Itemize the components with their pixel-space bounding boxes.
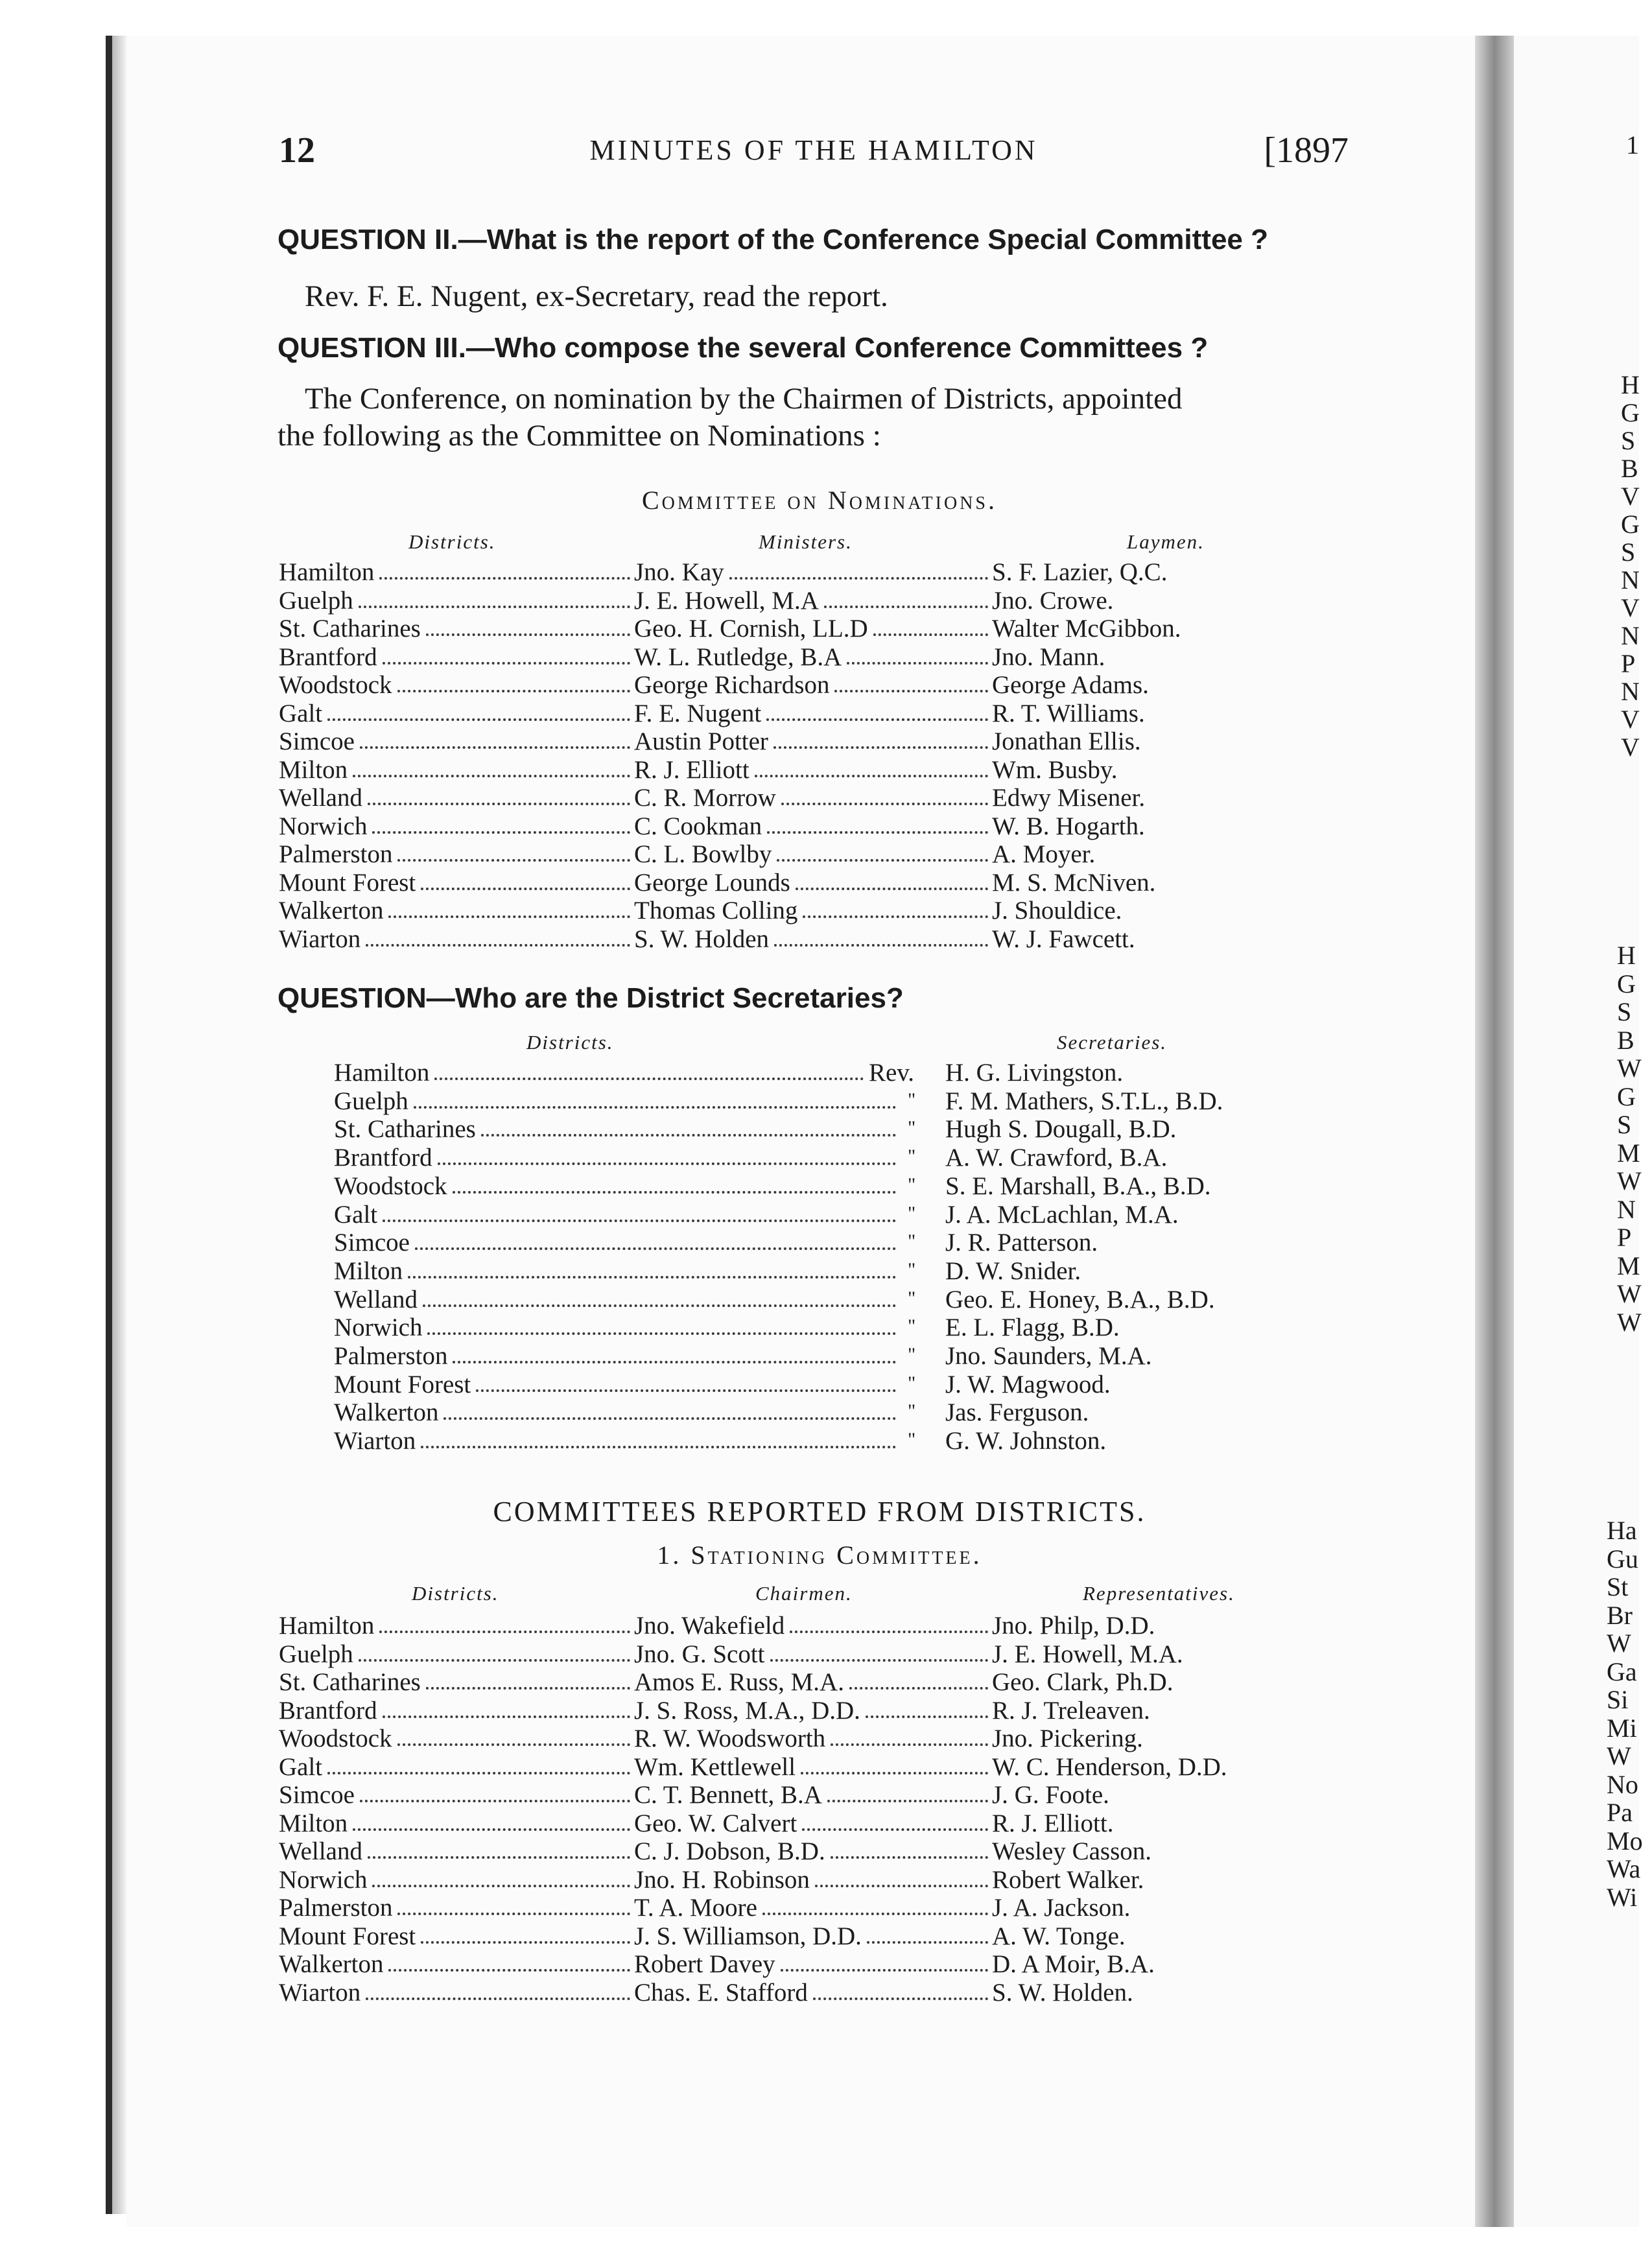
district-name: Wiarton bbox=[279, 1978, 361, 2007]
dot-leader bbox=[849, 1661, 988, 1690]
dot-leader bbox=[421, 862, 630, 890]
district-name: Walkerton bbox=[279, 897, 384, 925]
facing-page-text-fragment: M bbox=[1617, 1251, 1640, 1280]
dot-leader bbox=[831, 1830, 988, 1859]
col-header-laymen: Laymen. bbox=[1127, 530, 1205, 553]
dot-leader bbox=[796, 862, 988, 890]
person-name-col-2: Thomas Colling bbox=[634, 897, 798, 925]
dot-leader bbox=[397, 1717, 630, 1746]
person-name-col-3: J. A. Jackson. bbox=[992, 1894, 1131, 1922]
person-name-col-3: Walter McGibbon. bbox=[992, 615, 1181, 642]
question-3-paragraph-line-1: The Conference, on nomination by the Chairmen of Districts, appointed bbox=[305, 382, 1183, 416]
question-2-heading: QUESTION II.—What is the report of the Conference Special Committee ? bbox=[277, 224, 1268, 255]
col-header-representatives: Representatives. bbox=[1083, 1582, 1235, 1605]
stationing-row bbox=[0, 1668, 1639, 1696]
district-name: Norwich bbox=[279, 1865, 368, 1894]
district-name: Mount Forest bbox=[279, 1922, 416, 1950]
stationing-row bbox=[0, 1696, 1639, 1725]
facing-page-text-fragment: Pa bbox=[1607, 1798, 1633, 1827]
secretary-name: F. M. Mathers, S.T.L., B.D. bbox=[945, 1087, 1223, 1115]
facing-page-text-fragment: S bbox=[1617, 1110, 1632, 1139]
dot-leader bbox=[824, 580, 988, 608]
secretaries-heading: QUESTION—Who are the District Secretaries? bbox=[277, 982, 904, 1014]
person-name-col-3: M. S. McNiven. bbox=[992, 868, 1156, 897]
col-header-districts: Districts. bbox=[412, 1582, 499, 1605]
running-year: [1897 bbox=[1264, 130, 1349, 171]
facing-page-text-fragment: G bbox=[1621, 398, 1640, 427]
person-name-col-2: J. E. Howell, M.A bbox=[634, 586, 819, 615]
dot-leader bbox=[777, 833, 988, 862]
stationing-row bbox=[0, 1752, 1639, 1781]
dot-leader bbox=[427, 1306, 896, 1335]
secretary-name: S. E. Marshall, B.A., B.D. bbox=[945, 1172, 1211, 1200]
district-name: Guelph bbox=[279, 1640, 353, 1668]
facing-page-text-fragment: Si bbox=[1607, 1685, 1629, 1714]
person-name-col-2: C. L. Bowlby bbox=[634, 840, 772, 868]
nomination-row bbox=[0, 642, 1639, 671]
facing-page-text-fragment: Ga bbox=[1607, 1656, 1637, 1686]
district-name: Hamilton bbox=[279, 1612, 375, 1640]
district-name: St. Catharines bbox=[334, 1115, 476, 1144]
person-name-col-2: S. W. Holden bbox=[634, 925, 770, 953]
facing-page-text-fragment: N bbox=[1621, 565, 1640, 595]
district-name: Hamilton bbox=[279, 558, 375, 586]
nomination-row bbox=[0, 558, 1639, 586]
secretary-name: H. G. Livingston. bbox=[945, 1059, 1124, 1087]
question-2-answer: Rev. F. E. Nugent, ex-Secretary, read the report. bbox=[305, 279, 888, 313]
facing-page-text-fragment: S bbox=[1621, 426, 1636, 455]
person-name-col-2: R. W. Woodsworth bbox=[634, 1725, 826, 1752]
secretary-name: A. W. Crawford, B.A. bbox=[945, 1144, 1168, 1172]
district-name: St. Catharines bbox=[279, 615, 421, 642]
secretary-name: J. W. Magwood. bbox=[945, 1370, 1111, 1398]
facing-page-text-fragment: Ha bbox=[1607, 1516, 1637, 1545]
district-name: Walkerton bbox=[279, 1950, 384, 1978]
district-name: Welland bbox=[279, 1837, 362, 1865]
dot-leader bbox=[773, 720, 988, 749]
district-name: Simcoe bbox=[334, 1229, 410, 1257]
person-name-col-2: C. J. Dobson, B.D. bbox=[634, 1837, 825, 1865]
ditto-mark: " bbox=[908, 1231, 916, 1253]
dot-leader bbox=[388, 890, 630, 918]
facing-page-text-fragment: Wi bbox=[1607, 1882, 1638, 1912]
district-name: Galt bbox=[279, 699, 323, 727]
person-name-col-3: W. C. Henderson, D.D. bbox=[992, 1752, 1227, 1781]
col-header-districts: Districts. bbox=[408, 530, 496, 553]
facing-page-text-fragment: Br bbox=[1607, 1600, 1633, 1630]
facing-page-text-fragment: G bbox=[1621, 510, 1640, 539]
secretary-name: J. A. McLachlan, M.A. bbox=[945, 1200, 1179, 1229]
district-name: Welland bbox=[334, 1285, 418, 1314]
person-name-col-3: Geo. Clark, Ph.D. bbox=[992, 1668, 1174, 1696]
dot-leader bbox=[368, 1830, 630, 1859]
dot-leader bbox=[847, 636, 988, 665]
dot-leader bbox=[415, 1221, 896, 1250]
dot-leader bbox=[426, 1661, 630, 1690]
person-name-col-3: Robert Walker. bbox=[992, 1865, 1144, 1894]
person-name-col-2: Jno. G. Scott bbox=[634, 1640, 765, 1668]
dot-leader bbox=[359, 1633, 630, 1662]
person-name-col-3: George Adams. bbox=[992, 671, 1149, 699]
person-name-col-3: Jno. Mann. bbox=[992, 642, 1105, 671]
ditto-mark: " bbox=[908, 1287, 916, 1309]
facing-page-text-fragment: V bbox=[1621, 705, 1640, 734]
person-name-col-3: Edwy Misener. bbox=[992, 784, 1146, 812]
person-name-col-2: W. L. Rutledge, B.A bbox=[634, 642, 842, 671]
dot-leader bbox=[421, 1915, 630, 1944]
facing-page-text-fragment: P bbox=[1617, 1223, 1632, 1252]
person-name-col-2: Wm. Kettlewell bbox=[634, 1752, 796, 1781]
dot-leader bbox=[379, 1605, 630, 1633]
secretary-row bbox=[0, 1426, 1639, 1455]
person-name-col-2: C. R. Morrow bbox=[634, 784, 776, 812]
facing-page-text-fragment: G bbox=[1617, 969, 1636, 998]
dot-leader bbox=[438, 1137, 896, 1165]
person-name-col-2: Jno. Kay bbox=[634, 558, 724, 586]
person-name-col-3: S. F. Lazier, Q.C. bbox=[992, 558, 1168, 586]
stationing-committee-caption: 1. Stationing Committee. bbox=[657, 1540, 982, 1570]
page-number: 12 bbox=[279, 130, 315, 171]
person-name-col-3: S. W. Holden. bbox=[992, 1978, 1133, 2007]
dot-leader bbox=[755, 749, 988, 777]
person-name-col-2: J. S. Ross, M.A., D.D. bbox=[634, 1696, 860, 1725]
secretary-name: Geo. E. Honey, B.A., B.D. bbox=[945, 1285, 1215, 1314]
ditto-mark: " bbox=[908, 1315, 916, 1338]
facing-page-text-fragment: G bbox=[1617, 1081, 1636, 1111]
person-name-col-2: George Lounds bbox=[634, 868, 790, 897]
ditto-mark: " bbox=[908, 1258, 916, 1280]
dot-leader bbox=[453, 1165, 896, 1194]
stationing-row bbox=[0, 1809, 1639, 1837]
person-name-col-3: J. G. Foote. bbox=[992, 1781, 1109, 1809]
ditto-mark: " bbox=[908, 1429, 916, 1451]
person-name-col-3: J. E. Howell, M.A. bbox=[992, 1640, 1183, 1668]
nominations-caption: Committee on Nominations. bbox=[642, 486, 997, 515]
facing-page-text-fragment: V bbox=[1621, 593, 1640, 622]
facing-page-text-fragment: W bbox=[1617, 1307, 1642, 1337]
facing-page-text-fragment: W bbox=[1617, 1166, 1642, 1196]
dot-leader bbox=[834, 664, 988, 692]
person-name-col-3: R. J. Treleaven. bbox=[992, 1696, 1150, 1725]
dot-leader bbox=[426, 607, 630, 636]
col-header-chairmen: Chairmen. bbox=[755, 1582, 853, 1605]
district-name: Norwich bbox=[279, 812, 368, 840]
dot-leader bbox=[770, 1633, 988, 1662]
district-name: Wiarton bbox=[334, 1427, 416, 1455]
secretary-name: D. W. Snider. bbox=[945, 1256, 1081, 1285]
facing-page-text-fragment: M bbox=[1617, 1138, 1640, 1168]
nomination-row bbox=[0, 586, 1639, 615]
facing-page-text-fragment: V bbox=[1621, 733, 1640, 762]
stationing-row bbox=[0, 1893, 1639, 1922]
district-name: Norwich bbox=[334, 1314, 423, 1342]
district-name: Milton bbox=[334, 1256, 403, 1285]
district-name: Galt bbox=[334, 1200, 378, 1229]
secretary-name: J. R. Patterson. bbox=[945, 1229, 1098, 1257]
district-name: Wiarton bbox=[279, 925, 361, 953]
dot-leader bbox=[802, 1802, 988, 1831]
dot-leader bbox=[408, 1250, 896, 1279]
district-name: Mount Forest bbox=[334, 1370, 471, 1398]
dot-leader bbox=[803, 890, 988, 918]
title-prefix: Rev. bbox=[869, 1059, 915, 1087]
districts-reported-heading: COMMITTEES REPORTED FROM DISTRICTS. bbox=[493, 1496, 1146, 1527]
dot-leader bbox=[729, 551, 988, 580]
secretary-name: Jas. Ferguson. bbox=[945, 1398, 1089, 1427]
district-name: Milton bbox=[279, 755, 348, 784]
dot-leader bbox=[397, 1887, 630, 1915]
col-header-districts: Districts. bbox=[526, 1031, 614, 1054]
dot-leader bbox=[443, 1391, 896, 1420]
dot-leader bbox=[781, 1943, 988, 1972]
secretary-name: G. W. Johnston. bbox=[945, 1427, 1107, 1455]
person-name-col-2: Geo. W. Calvert bbox=[634, 1809, 797, 1837]
dot-leader bbox=[866, 1690, 988, 1718]
dot-leader bbox=[827, 1774, 988, 1802]
facing-page-text-fragment: W bbox=[1607, 1741, 1631, 1771]
district-name: Mount Forest bbox=[279, 868, 416, 897]
stationing-row bbox=[0, 1978, 1639, 2007]
district-name: Brantford bbox=[279, 642, 377, 671]
secretary-name: E. L. Flagg, B.D. bbox=[945, 1314, 1120, 1342]
person-name-col-2: Austin Potter bbox=[634, 727, 768, 755]
person-name-col-2: Chas. E. Stafford bbox=[634, 1978, 808, 2007]
running-head bbox=[279, 130, 1349, 175]
person-name-col-2: George Richardson bbox=[634, 671, 830, 699]
district-name: St. Catharines bbox=[279, 1668, 421, 1696]
person-name-col-2: Jno. Wakefield bbox=[634, 1612, 785, 1640]
person-name-col-3: J. Shouldice. bbox=[992, 897, 1122, 925]
person-name-col-3: W. J. Fawcett. bbox=[992, 925, 1135, 953]
dot-leader bbox=[359, 580, 630, 608]
district-name: Welland bbox=[279, 784, 362, 812]
facing-page-text-fragment: St bbox=[1607, 1572, 1629, 1601]
person-name-col-3: Jonathan Ellis. bbox=[992, 727, 1141, 755]
facing-page-text-fragment: Wa bbox=[1607, 1854, 1641, 1883]
facing-page-text-fragment: H bbox=[1617, 941, 1636, 970]
person-name-col-3: A. Moyer. bbox=[992, 840, 1096, 868]
person-name-col-2: J. S. Williamson, D.D. bbox=[634, 1922, 862, 1950]
dot-leader bbox=[327, 1746, 630, 1774]
facing-page-text-fragment: B bbox=[1617, 1025, 1634, 1055]
dot-leader bbox=[762, 1887, 988, 1915]
district-name: Milton bbox=[279, 1809, 348, 1837]
facing-page-text-fragment: S bbox=[1617, 997, 1632, 1026]
dot-leader bbox=[774, 918, 988, 947]
dot-leader bbox=[767, 805, 988, 834]
person-name-col-2: Jno. H. Robinson bbox=[634, 1865, 810, 1894]
dot-leader bbox=[414, 1080, 896, 1109]
ditto-mark: " bbox=[908, 1372, 916, 1394]
facing-page-text-fragment: Gu bbox=[1607, 1544, 1638, 1573]
ditto-mark: " bbox=[908, 1089, 916, 1111]
nomination-row bbox=[0, 614, 1639, 642]
ditto-mark: " bbox=[908, 1117, 916, 1139]
dot-leader bbox=[476, 1363, 896, 1392]
facing-page-text-fragment: V bbox=[1621, 482, 1640, 511]
facing-page-text-fragment: S bbox=[1621, 537, 1636, 567]
dot-leader bbox=[481, 1108, 896, 1137]
person-name-col-2: Robert Davey bbox=[634, 1950, 775, 1978]
facing-page-text-fragment: No bbox=[1607, 1769, 1638, 1799]
facing-page-text-fragment: Mo bbox=[1607, 1826, 1643, 1856]
ditto-mark: " bbox=[908, 1400, 916, 1422]
person-name-col-2: R. J. Elliott bbox=[634, 755, 749, 784]
facing-page-text-fragment: B bbox=[1621, 454, 1638, 483]
ditto-mark: " bbox=[908, 1173, 916, 1196]
person-name-col-3: Jno. Crowe. bbox=[992, 586, 1114, 615]
dot-leader bbox=[388, 1943, 630, 1972]
facing-page-text-fragment: N bbox=[1621, 621, 1640, 650]
district-name: Palmerston bbox=[279, 840, 393, 868]
dot-leader bbox=[831, 1717, 988, 1746]
person-name-col-2: C. Cookman bbox=[634, 812, 762, 840]
district-name: Guelph bbox=[279, 586, 353, 615]
dot-leader bbox=[813, 1972, 988, 2000]
person-name-col-3: R. J. Elliott. bbox=[992, 1809, 1114, 1837]
person-name-col-3: A. W. Tonge. bbox=[992, 1922, 1126, 1950]
dot-leader bbox=[353, 749, 630, 777]
dot-leader bbox=[421, 1420, 896, 1448]
facing-page-text-fragment: W bbox=[1617, 1054, 1642, 1083]
person-name-col-3: Wesley Casson. bbox=[992, 1837, 1151, 1865]
district-name: Palmerston bbox=[279, 1894, 393, 1922]
col-header-ministers: Ministers. bbox=[759, 530, 853, 553]
district-name: Palmerston bbox=[334, 1342, 448, 1370]
person-name-col-2: C. T. Bennett, B.A bbox=[634, 1781, 822, 1809]
dot-leader bbox=[383, 1194, 896, 1222]
dot-leader bbox=[397, 664, 630, 692]
question-3-heading: QUESTION III.—Who compose the several Conference Committees ? bbox=[277, 332, 1209, 364]
ditto-mark: " bbox=[908, 1202, 916, 1224]
facing-page-number-fragment: 1 bbox=[1626, 130, 1639, 159]
facing-page-text-fragment: W bbox=[1617, 1279, 1642, 1308]
district-name: Simcoe bbox=[279, 1781, 355, 1809]
dot-leader bbox=[434, 1052, 864, 1080]
facing-page-text-fragment: N bbox=[1621, 677, 1640, 706]
district-name: Woodstock bbox=[279, 1725, 392, 1752]
dot-leader bbox=[383, 636, 630, 665]
facing-page-text-fragment: P bbox=[1621, 649, 1636, 678]
secretary-name: Jno. Saunders, M.A. bbox=[945, 1342, 1152, 1370]
dot-leader bbox=[873, 607, 988, 636]
dot-leader bbox=[360, 720, 630, 749]
dot-leader bbox=[383, 1690, 630, 1718]
facing-page-text-fragment: W bbox=[1607, 1629, 1631, 1658]
dot-leader bbox=[815, 1859, 988, 1887]
person-name-col-3: R. T. Williams. bbox=[992, 699, 1145, 727]
ditto-mark: " bbox=[908, 1146, 916, 1168]
nomination-row bbox=[0, 925, 1639, 953]
person-name-col-3: W. B. Hogarth. bbox=[992, 812, 1145, 840]
district-name: Hamilton bbox=[334, 1059, 430, 1087]
person-name-col-2: T. A. Moore bbox=[634, 1894, 757, 1922]
district-name: Simcoe bbox=[279, 727, 355, 755]
dot-leader bbox=[366, 918, 630, 947]
secretary-name: Hugh S. Dougall, B.D. bbox=[945, 1115, 1177, 1144]
dot-leader bbox=[372, 1859, 630, 1887]
dot-leader bbox=[781, 777, 988, 805]
dot-leader bbox=[360, 1774, 630, 1802]
person-name-col-3: D. A Moir, B.A. bbox=[992, 1950, 1155, 1978]
facing-page-text-fragment: H bbox=[1621, 370, 1640, 399]
dot-leader bbox=[766, 692, 988, 721]
col-header-secretaries: Secretaries. bbox=[1057, 1031, 1168, 1054]
facing-page-text-fragment: N bbox=[1617, 1194, 1636, 1224]
question-3-paragraph-line-2: the following as the Committee on Nominations : bbox=[277, 419, 881, 453]
dot-leader bbox=[379, 551, 630, 580]
person-name-col-2: Amos E. Russ, M.A. bbox=[634, 1668, 844, 1696]
dot-leader bbox=[368, 777, 630, 805]
district-name: Woodstock bbox=[279, 671, 392, 699]
person-name-col-2: Geo. H. Cornish, LL.D bbox=[634, 615, 868, 642]
dot-leader bbox=[801, 1746, 988, 1774]
district-name: Brantford bbox=[279, 1696, 377, 1725]
dot-leader bbox=[372, 805, 630, 834]
stationing-row bbox=[0, 1640, 1639, 1668]
dot-leader bbox=[423, 1279, 896, 1307]
person-name-col-3: Jno. Pickering. bbox=[992, 1725, 1143, 1752]
dot-leader bbox=[366, 1972, 630, 2000]
person-name-col-2: F. E. Nugent bbox=[634, 699, 762, 727]
district-name: Galt bbox=[279, 1752, 323, 1781]
district-name: Walkerton bbox=[334, 1398, 439, 1427]
dot-leader bbox=[327, 692, 630, 721]
facing-page-text-fragment: Mi bbox=[1607, 1713, 1637, 1743]
district-name: Guelph bbox=[334, 1087, 408, 1115]
ditto-mark: " bbox=[908, 1344, 916, 1365]
dot-leader bbox=[453, 1335, 896, 1363]
person-name-col-3: Jno. Philp, D.D. bbox=[992, 1612, 1155, 1640]
dot-leader bbox=[867, 1915, 988, 1944]
person-name-col-3: Wm. Busby. bbox=[992, 755, 1118, 784]
district-name: Brantford bbox=[334, 1144, 432, 1172]
running-title: MINUTES OF THE HAMILTON bbox=[589, 134, 1038, 166]
dot-leader bbox=[790, 1605, 988, 1633]
district-name: Woodstock bbox=[334, 1172, 447, 1200]
dot-leader bbox=[397, 833, 630, 862]
dot-leader bbox=[353, 1802, 630, 1831]
